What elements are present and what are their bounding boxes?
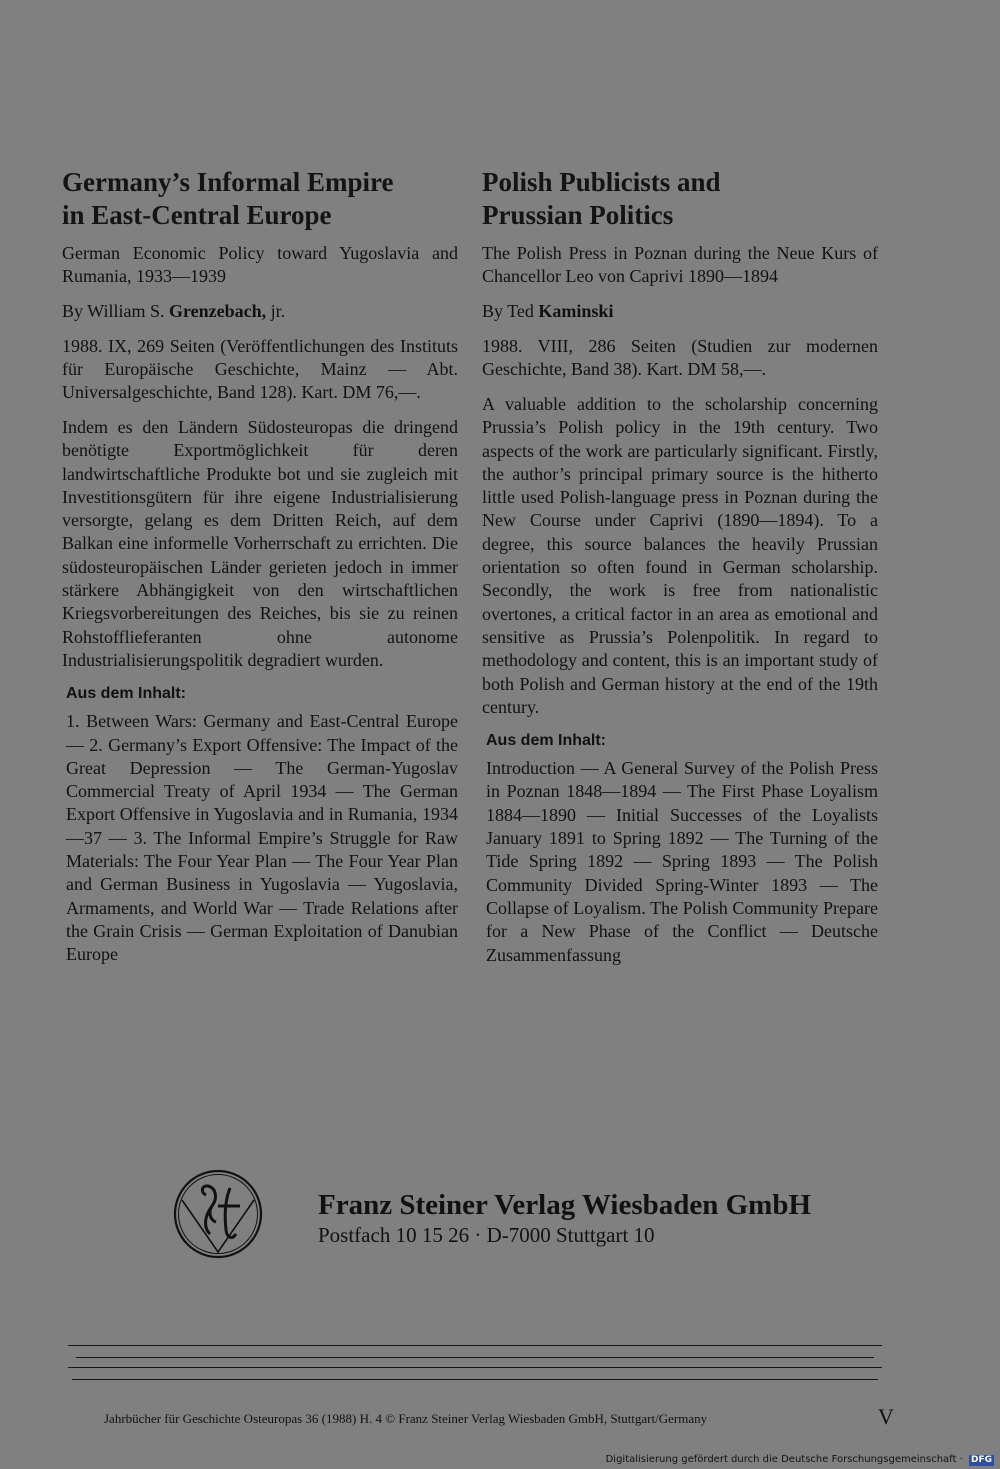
left-book-bibliographic: 1988. IX, 269 Seiten (Veröffentlichungen des Instituts für Europäische Geschichte, Mainz — Abt. Universalgeschichte, Band 128). Kart. DM 76,—. (62, 336, 458, 402)
rule-line (68, 1367, 882, 1368)
left-book-author-suffix: jr. (270, 301, 286, 321)
journal-footer: Jahrbücher für Geschichte Osteuropas 36 (1988) H. 4 © Franz Steiner Verlag Wiesbaden GmbH, Stuttgart/Germany (104, 1411, 708, 1426)
left-book-title (62, 166, 458, 232)
rule-line (72, 1379, 878, 1380)
right-book-contents-heading: Aus dem Inhalt: (486, 732, 607, 750)
rule-line (68, 1345, 882, 1346)
rule-line (76, 1357, 874, 1358)
left-book-title-line1: Germany’s Informal Empire (62, 167, 394, 197)
left-book-author-surname: Grenzebach, (168, 301, 267, 321)
page-number: V (878, 1404, 894, 1429)
left-book-description: Indem es den Ländern Südosteuropas die dringend benötigte Exportmöglichkeit für deren landwirtschaftliche Produkte bot und sie zugleich mit Investitionsgütern für ihre eigene Industrialisierung versorgte, gelang es dem Dritten Reich, auf dem Balkan eine informelle Vorherrschaft zu errichten. Die südosteuropäischen Länder gerieten jedoch in immer stärkere Abhängigkeit von den wirtschaftlichen Kriegsvorbereitungen des Reiches, bis sie zu reinen Rohstofflieferanten ohne autonome Industrialisierungspolitik degradiert wurden. (62, 417, 458, 670)
right-book-contents: Introduction — A General Survey of the Polish Press in Poznan 1848—1894 — The First Phase Loyalism 1884—1890 — Initial Successes of the Loyalists January 1891 to Spring 1892 — The Turning of the Tide Spring 1892 — Spring 1893 — The Polish Community Divided Spring-Winter 1893 — The Collapse of Loyalism. The Polish Community Prepare for a New Phase of the Conflict — Deutsche Zusammenfassung (486, 758, 878, 965)
right-book-author-surname: Kaminski (538, 301, 614, 321)
left-book-contents-heading: Aus dem Inhalt: (66, 685, 187, 703)
publisher-name: Franz Steiner Verlag Wiesbaden GmbH (318, 1189, 812, 1221)
right-book-subtitle: The Polish Press in Poznan during the Neue Kurs of Chancellor Leo von Caprivi 1890—1894 (482, 243, 878, 286)
left-book-author-prefix: By William S. (62, 301, 165, 321)
right-book-title-line2: Prussian Politics (482, 200, 674, 230)
right-book-title-line1: Polish Publicists and (482, 167, 721, 197)
right-book-column (482, 166, 878, 967)
left-book-subtitle: German Economic Policy toward Yugoslavia and Rumania, 1933—1939 (62, 243, 458, 286)
digitization-credit-text: Digitalisierung gefördert durch die Deutsche Forschungsgemeinschaft · (605, 1454, 963, 1465)
left-book-column (62, 166, 458, 967)
left-book-contents: 1. Between Wars: Germany and East-Central Europe — 2. Germany’s Export Offensive: The Impact of the Great Depression — The German-Yugoslav Commercial Treaty of April 1934 — The German Export Offensive in Yugoslavia and in Rumania, 1934—37 — 3. The Informal Empire’s Struggle for Raw Materials: The Four Year Plan — The Four Year Plan and German Business in Yugoslavia — Yugoslavia, Armaments, and World War — Trade Relations after the Grain Crisis — German Exploitation of Danubian Europe (66, 711, 458, 965)
digitization-credit (606, 1454, 994, 1466)
right-book-bibliographic: 1988. VIII, 286 Seiten (Studien zur modernen Geschichte, Band 38). Kart. DM 58,—. (482, 336, 878, 379)
fst-monogram-logo-icon (172, 1168, 264, 1260)
right-book-author-prefix: By Ted (482, 301, 534, 321)
decorative-rules (68, 1345, 882, 1381)
right-book-title (482, 166, 878, 232)
left-book-author (62, 300, 458, 323)
publisher-address: Postfach 10 15 26 · D-7000 Stuttgart 10 (318, 1223, 655, 1247)
right-book-description: A valuable addition to the scholarship concerning Prussia’s Polish policy in the 19th century. Two aspects of the work are particularly significant. Firstly, the author’s principal primary source is the hitherto little used Polish-language press in Poznan during the New Course under Caprivi (1890—1894). To a degree, this source balances the heavily Prussian orientation so often found in German scholarship. Secondly, the work is free from nationalistic overtones, a critical factor in an area as emotional and sensitive as Prussia’s Polenpolitik. In regard to methodology and content, this is an important study of both Polish and German history at the end of the 19th century. (482, 394, 878, 717)
publisher-block (172, 1168, 872, 1278)
right-book-author (482, 300, 878, 323)
dfg-logo-badge: DFG (970, 1455, 992, 1465)
left-book-title-line2: in East-Central Europe (62, 200, 332, 230)
